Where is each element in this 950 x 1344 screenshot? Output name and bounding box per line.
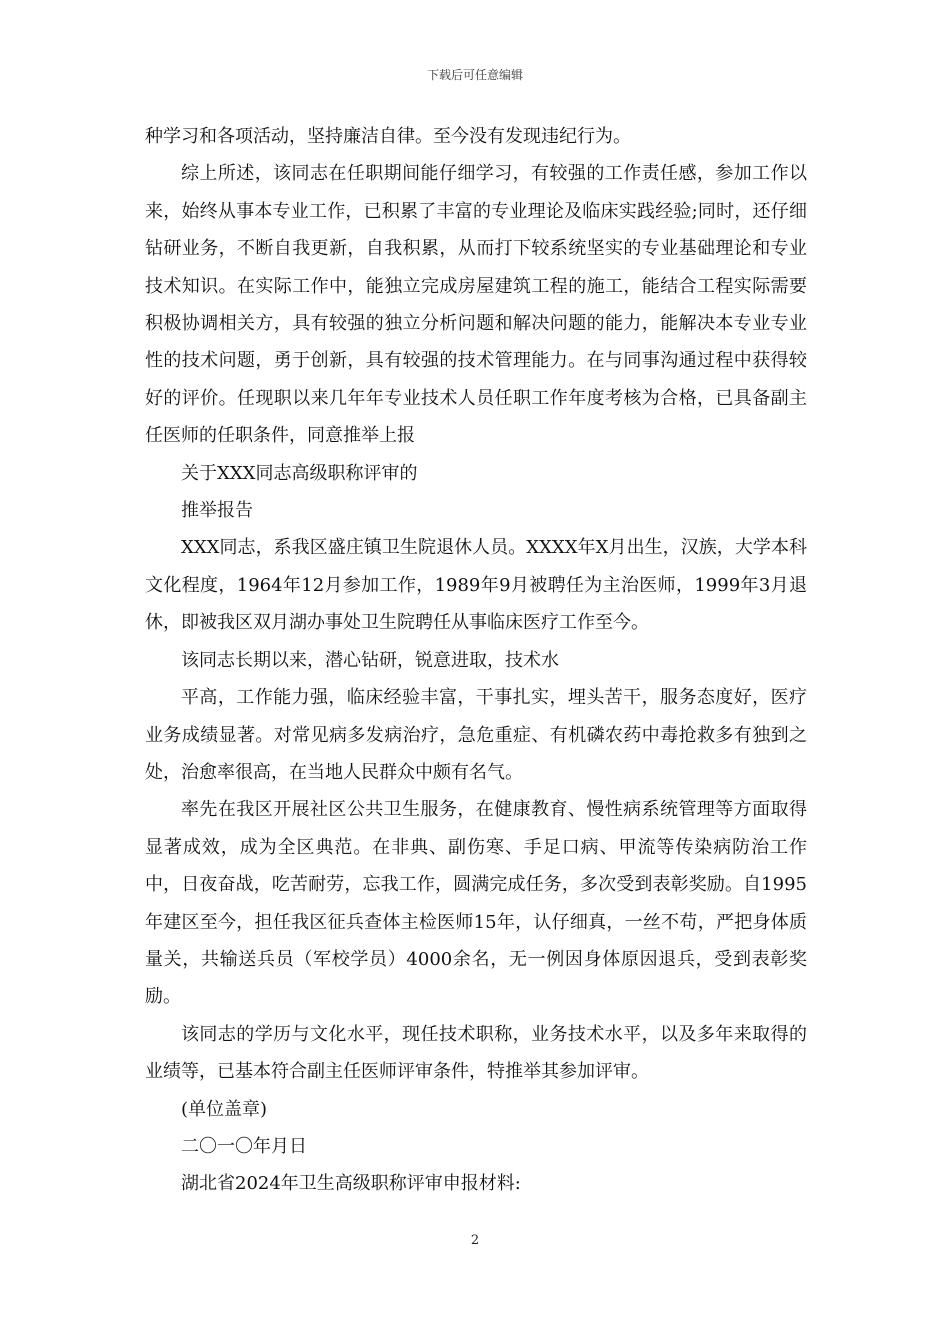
paragraph: 该同志的学历与文化水平，现任技术职称，业务技术水平，以及多年来取得的业绩等，已基本符合副主任医师评审条件，特推举其参加评审。	[145, 1023, 807, 1083]
heading-line: 推举报告	[181, 500, 253, 522]
date-line: 二〇一〇年月日	[181, 1135, 307, 1157]
paragraph: 种学习和各项活动，坚持廉洁自律。至今没有发现违纪行为。	[145, 126, 631, 147]
paragraph: XXX同志，系我区盛庄镇卫生院退休人员。XXXX年X月出生，汉族，大学本科文化程度，1964年12月参加工作，1989年9月被聘任为主治医师，1999年3月退休，即被我区双月湖办事处卫生院聘任从事临床医疗工作至今。	[145, 537, 807, 634]
paragraph: 平高，工作能力强，临床经验丰富，干事扎实，埋头苦干，服务态度好，医疗业务成绩显著。对常见病多发病治疗，急危重症、有机磷农药中毒抢救多有独到之处，治愈率很高，在当地人民群众中颇有名气。	[145, 687, 807, 783]
page-header: 下载后可任意编辑	[426, 68, 523, 82]
paragraph: 率先在我区开展社区公共卫生服务，在健康教育、慢性病系统管理等方面取得显著成效，成为全区典范。在非典、副伤寒、手足口病、甲流等传染病防治工作中，日夜奋战，吃苦耐劳，忘我工作，圆满完成任务，多次受到表彰奖励。自1995年建区至今，担任我区征兵查体主检医师15年，认仔细真，一丝不苟，严把身体质量关，共输送兵员（军校学员）4000余名，无一例因身体原因退兵，受到表彰奖励。	[145, 799, 807, 1008]
paragraph: 湖北省2024年卫生高级职称评审申报材料:	[181, 1173, 521, 1195]
heading-line: 关于XXX同志高级职称评审的	[181, 462, 418, 484]
paragraph: 综上所述，该同志在任职期间能仔细学习，有较强的工作责任感，参加工作以来，始终从事本专业工作，已积累了丰富的专业理论及临床实践经验;同时，还仔细钻研业务，不断自我更新，自我积累，从而打下较系统坚实的专业基础理论和专业技术知识。在实际工作中，能独立完成房屋建筑工程的施工，能结合工程实际需要积极协调相关方，具有较强的独立分析问题和解决问题的能力，能解决本专业专业性的技术问题，勇于创新，具有较强的技术管理能力。在与同事沟通过程中获得较好的评价。任现职以来几年年专业技术人员任职工作年度考核为合格，已具备副主任医师的任职条件，同意推举上报	[145, 163, 807, 447]
paragraph: 该同志长期以来，潜心钻研，锐意进取，技术水	[181, 649, 559, 671]
document-body	[145, 118, 807, 1203]
page-number: 2	[470, 1233, 480, 1248]
seal-line: (单位盖章)	[181, 1098, 268, 1120]
